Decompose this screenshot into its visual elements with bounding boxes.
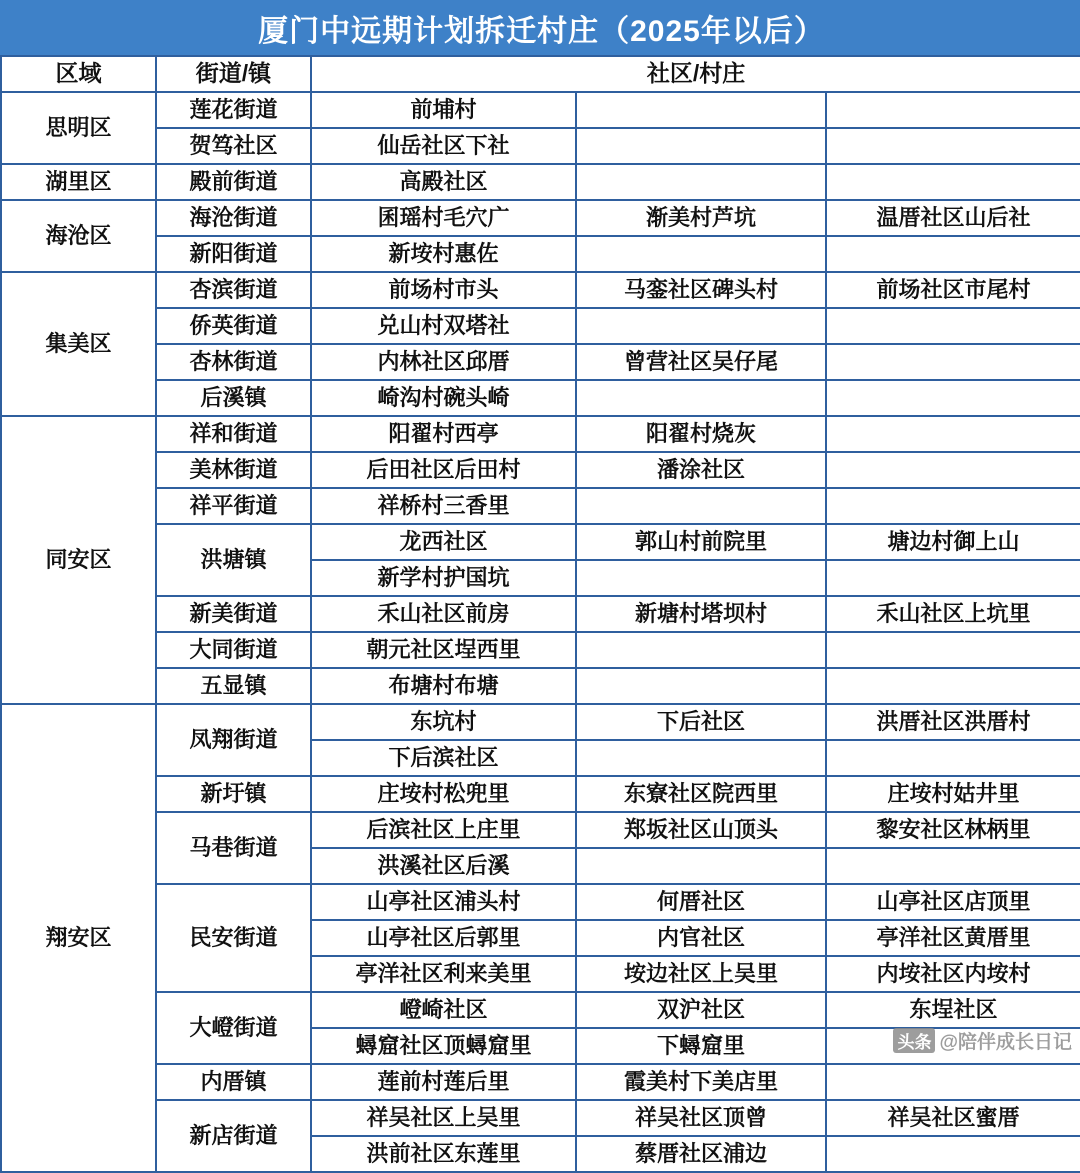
table-row bbox=[1, 812, 1080, 848]
village-cell bbox=[576, 308, 826, 344]
village-cell: 东埕社区 bbox=[826, 992, 1080, 1028]
region-cell: 同安区 bbox=[1, 416, 156, 704]
village-cell bbox=[826, 380, 1080, 416]
village-cell: 蟳窟社区顶蟳窟里 bbox=[311, 1028, 576, 1064]
street-cell: 侨英街道 bbox=[156, 308, 311, 344]
region-cell: 翔安区 bbox=[1, 704, 156, 1172]
village-cell: 下后滨社区 bbox=[311, 740, 576, 776]
village-cell: 山亭社区店顶里 bbox=[826, 884, 1080, 920]
village-cell: 亭洋社区黄厝里 bbox=[826, 920, 1080, 956]
village-cell: 东寮社区院西里 bbox=[576, 776, 826, 812]
village-cell: 阳翟村西亭 bbox=[311, 416, 576, 452]
table-body bbox=[1, 92, 1080, 1172]
village-cell bbox=[826, 1136, 1080, 1172]
village-cell: 温厝社区山后社 bbox=[826, 200, 1080, 236]
village-cell bbox=[576, 740, 826, 776]
village-cell: 山亭社区后郭里 bbox=[311, 920, 576, 956]
village-cell: 何厝社区 bbox=[576, 884, 826, 920]
village-cell: 庄垵村松兜里 bbox=[311, 776, 576, 812]
village-cell: 洪溪社区后溪 bbox=[311, 848, 576, 884]
table-row bbox=[1, 236, 1080, 272]
village-cell: 亭洋社区利来美里 bbox=[311, 956, 576, 992]
table-row bbox=[1, 1064, 1080, 1100]
street-cell: 祥平街道 bbox=[156, 488, 311, 524]
street-cell: 杏林街道 bbox=[156, 344, 311, 380]
village-cell bbox=[826, 1028, 1080, 1064]
table-row bbox=[1, 524, 1080, 560]
village-cell: 洪厝社区洪厝村 bbox=[826, 704, 1080, 740]
village-cell: 高殿社区 bbox=[311, 164, 576, 200]
village-cell bbox=[826, 344, 1080, 380]
table-row bbox=[1, 272, 1080, 308]
village-cell: 山亭社区浦头村 bbox=[311, 884, 576, 920]
village-cell bbox=[576, 560, 826, 596]
village-cell bbox=[576, 380, 826, 416]
street-cell: 贺笃社区 bbox=[156, 128, 311, 164]
village-cell bbox=[576, 848, 826, 884]
page-title: 厦门中远期计划拆迁村庄（2025年以后） bbox=[258, 14, 825, 48]
table-header-row bbox=[1, 56, 1080, 92]
village-cell bbox=[826, 308, 1080, 344]
village-cell bbox=[576, 92, 826, 128]
table-row bbox=[1, 92, 1080, 128]
village-cell bbox=[826, 560, 1080, 596]
village-cell: 郭山村前院里 bbox=[576, 524, 826, 560]
village-cell bbox=[576, 236, 826, 272]
village-cell bbox=[826, 488, 1080, 524]
village-cell: 下蟳窟里 bbox=[576, 1028, 826, 1064]
village-cell: 祥吴社区顶曾 bbox=[576, 1100, 826, 1136]
village-cell: 霞美村下美店里 bbox=[576, 1064, 826, 1100]
village-cell: 禾山社区上坑里 bbox=[826, 596, 1080, 632]
street-cell: 内厝镇 bbox=[156, 1064, 311, 1100]
village-cell: 庄垵村姑井里 bbox=[826, 776, 1080, 812]
village-cell: 前场村市头 bbox=[311, 272, 576, 308]
village-cell: 后田社区后田村 bbox=[311, 452, 576, 488]
village-cell: 东坑村 bbox=[311, 704, 576, 740]
watermark-logo: 头条 bbox=[893, 1028, 935, 1053]
page-title-bar bbox=[0, 0, 1080, 55]
village-cell: 下后社区 bbox=[576, 704, 826, 740]
village-cell: 前埔村 bbox=[311, 92, 576, 128]
village-cell: 塘边村御上山 bbox=[826, 524, 1080, 560]
village-cell: 朝元社区埕西里 bbox=[311, 632, 576, 668]
village-cell: 布塘村布塘 bbox=[311, 668, 576, 704]
village-cell: 新垵村惠佐 bbox=[311, 236, 576, 272]
village-cell: 祥吴社区蜜厝 bbox=[826, 1100, 1080, 1136]
table-row bbox=[1, 416, 1080, 452]
street-cell: 民安街道 bbox=[156, 884, 311, 992]
village-cell: 后滨社区上庄里 bbox=[311, 812, 576, 848]
table-row bbox=[1, 992, 1080, 1028]
village-cell bbox=[826, 632, 1080, 668]
village-cell: 崎沟村碗头崎 bbox=[311, 380, 576, 416]
watermark-text: @陪伴成长日记 bbox=[939, 1032, 1072, 1053]
village-cell: 囷瑶村毛穴广 bbox=[311, 200, 576, 236]
table-row bbox=[1, 128, 1080, 164]
village-cell: 内官社区 bbox=[576, 920, 826, 956]
table-row bbox=[1, 308, 1080, 344]
village-cell: 渐美村芦坑 bbox=[576, 200, 826, 236]
column-header-village: 社区/村庄 bbox=[311, 56, 1080, 92]
village-cell: 潘涂社区 bbox=[576, 452, 826, 488]
village-cell bbox=[826, 668, 1080, 704]
village-cell: 曾营社区吴仔尾 bbox=[576, 344, 826, 380]
region-cell: 思明区 bbox=[1, 92, 156, 164]
street-cell: 祥和街道 bbox=[156, 416, 311, 452]
village-cell: 新学村护国坑 bbox=[311, 560, 576, 596]
table-row bbox=[1, 488, 1080, 524]
table-row bbox=[1, 380, 1080, 416]
column-header-street: 街道/镇 bbox=[156, 56, 311, 92]
village-cell: 黎安社区林柄里 bbox=[826, 812, 1080, 848]
street-cell: 新美街道 bbox=[156, 596, 311, 632]
street-cell: 新阳街道 bbox=[156, 236, 311, 272]
street-cell: 五显镇 bbox=[156, 668, 311, 704]
village-cell: 内林社区邱厝 bbox=[311, 344, 576, 380]
table-row bbox=[1, 1100, 1080, 1136]
village-cell bbox=[576, 488, 826, 524]
table-row bbox=[1, 704, 1080, 740]
village-cell bbox=[826, 848, 1080, 884]
village-cell: 洪前社区东莲里 bbox=[311, 1136, 576, 1172]
table-row bbox=[1, 632, 1080, 668]
region-cell: 湖里区 bbox=[1, 164, 156, 200]
village-cell: 嶝崎社区 bbox=[311, 992, 576, 1028]
village-cell: 兑山村双塔社 bbox=[311, 308, 576, 344]
village-cell: 内垵社区内垵村 bbox=[826, 956, 1080, 992]
street-cell: 大同街道 bbox=[156, 632, 311, 668]
village-cell bbox=[576, 128, 826, 164]
village-cell: 龙西社区 bbox=[311, 524, 576, 560]
table-head bbox=[1, 56, 1080, 92]
street-cell: 新圩镇 bbox=[156, 776, 311, 812]
village-cell bbox=[826, 740, 1080, 776]
village-cell bbox=[826, 164, 1080, 200]
village-cell bbox=[826, 236, 1080, 272]
street-cell: 海沧街道 bbox=[156, 200, 311, 236]
street-cell: 美林街道 bbox=[156, 452, 311, 488]
street-cell: 马巷街道 bbox=[156, 812, 311, 884]
table-row bbox=[1, 668, 1080, 704]
village-cell bbox=[576, 632, 826, 668]
table-row bbox=[1, 452, 1080, 488]
table-row bbox=[1, 884, 1080, 920]
village-cell bbox=[826, 92, 1080, 128]
village-cell bbox=[576, 668, 826, 704]
street-cell: 莲花街道 bbox=[156, 92, 311, 128]
village-cell: 祥吴社区上吴里 bbox=[311, 1100, 576, 1136]
street-cell: 凤翔街道 bbox=[156, 704, 311, 776]
street-cell: 洪塘镇 bbox=[156, 524, 311, 596]
table-row bbox=[1, 164, 1080, 200]
table-row bbox=[1, 344, 1080, 380]
village-cell: 双沪社区 bbox=[576, 992, 826, 1028]
street-cell: 新店街道 bbox=[156, 1100, 311, 1172]
village-cell bbox=[576, 164, 826, 200]
region-cell: 集美区 bbox=[1, 272, 156, 416]
village-cell: 祥桥村三香里 bbox=[311, 488, 576, 524]
column-header-region: 区域 bbox=[1, 56, 156, 92]
village-cell: 莲前村莲后里 bbox=[311, 1064, 576, 1100]
village-cell: 新塘村塔坝村 bbox=[576, 596, 826, 632]
village-cell: 蔡厝社区浦边 bbox=[576, 1136, 826, 1172]
village-cell: 仙岳社区下社 bbox=[311, 128, 576, 164]
village-cell: 垵边社区上吴里 bbox=[576, 956, 826, 992]
village-cell: 马銮社区碑头村 bbox=[576, 272, 826, 308]
village-cell bbox=[826, 452, 1080, 488]
village-cell: 郑坂社区山顶头 bbox=[576, 812, 826, 848]
village-cell bbox=[826, 416, 1080, 452]
street-cell: 大嶝街道 bbox=[156, 992, 311, 1064]
street-cell: 后溪镇 bbox=[156, 380, 311, 416]
table-row bbox=[1, 200, 1080, 236]
village-cell bbox=[826, 1064, 1080, 1100]
table-row bbox=[1, 776, 1080, 812]
table-row bbox=[1, 596, 1080, 632]
village-cell bbox=[826, 128, 1080, 164]
street-cell: 杏滨街道 bbox=[156, 272, 311, 308]
region-cell: 海沧区 bbox=[1, 200, 156, 272]
demolition-village-table bbox=[0, 55, 1080, 1173]
village-cell: 阳翟村烧灰 bbox=[576, 416, 826, 452]
street-cell: 殿前街道 bbox=[156, 164, 311, 200]
village-cell: 前场社区市尾村 bbox=[826, 272, 1080, 308]
village-cell: 禾山社区前房 bbox=[311, 596, 576, 632]
